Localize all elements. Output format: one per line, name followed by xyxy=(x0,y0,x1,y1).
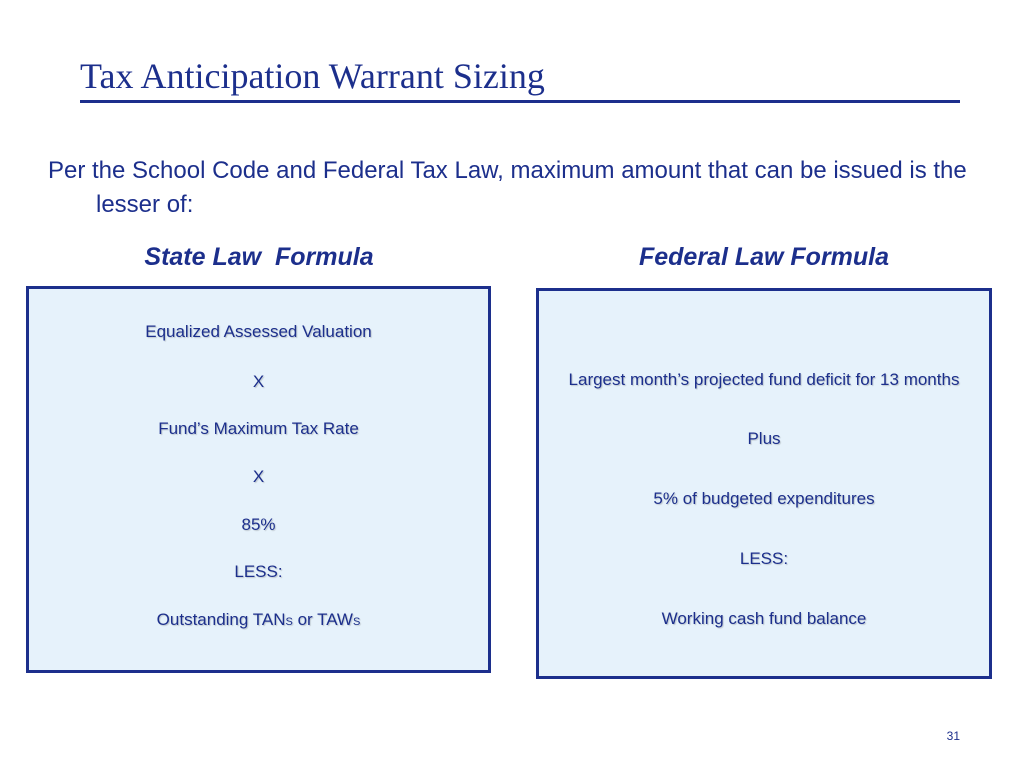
federal-law-heading: Federal Law Formula xyxy=(638,243,890,271)
state-item-outstanding-tans-taws xyxy=(29,609,488,633)
slide-title: Tax Anticipation Warrant Sizing xyxy=(80,56,545,96)
state-item-equalized-assessed-valuation: Equalized Assessed Valuation xyxy=(145,322,372,341)
taw-plural-suffix: S xyxy=(352,616,361,628)
state-item-fund-max-tax-rate: Fund’s Maximum Tax Rate xyxy=(158,419,359,438)
state-law-heading: State Law Formula xyxy=(144,243,374,271)
state-law-formula-box xyxy=(26,286,491,673)
state-item-less: LESS: xyxy=(234,562,283,581)
federal-item-working-cash-balance: Working cash fund balance xyxy=(661,609,867,628)
page-number: 31 xyxy=(946,729,960,743)
state-item-percentage: 85% xyxy=(241,515,276,534)
federal-item-plus: Plus xyxy=(747,429,781,448)
or-taw-text: or TAW xyxy=(292,610,353,629)
state-item-multiply-2: X xyxy=(252,467,265,486)
tan-plural-suffix: S xyxy=(285,616,293,628)
federal-item-largest-deficit: Largest month’s projected fund deficit for 13 months xyxy=(568,370,960,389)
intro-text: Per the School Code and Federal Tax Law, maximum amount that can be issued is the lesser of: xyxy=(48,157,967,218)
title-underline xyxy=(80,100,960,103)
state-item-multiply-1: X xyxy=(252,372,265,391)
federal-item-less: LESS: xyxy=(739,549,789,568)
federal-item-budgeted-expenditures: 5% of budgeted expenditures xyxy=(653,489,875,508)
federal-law-formula-box xyxy=(536,288,992,679)
outstanding-tan-text: Outstanding TAN xyxy=(156,610,286,629)
